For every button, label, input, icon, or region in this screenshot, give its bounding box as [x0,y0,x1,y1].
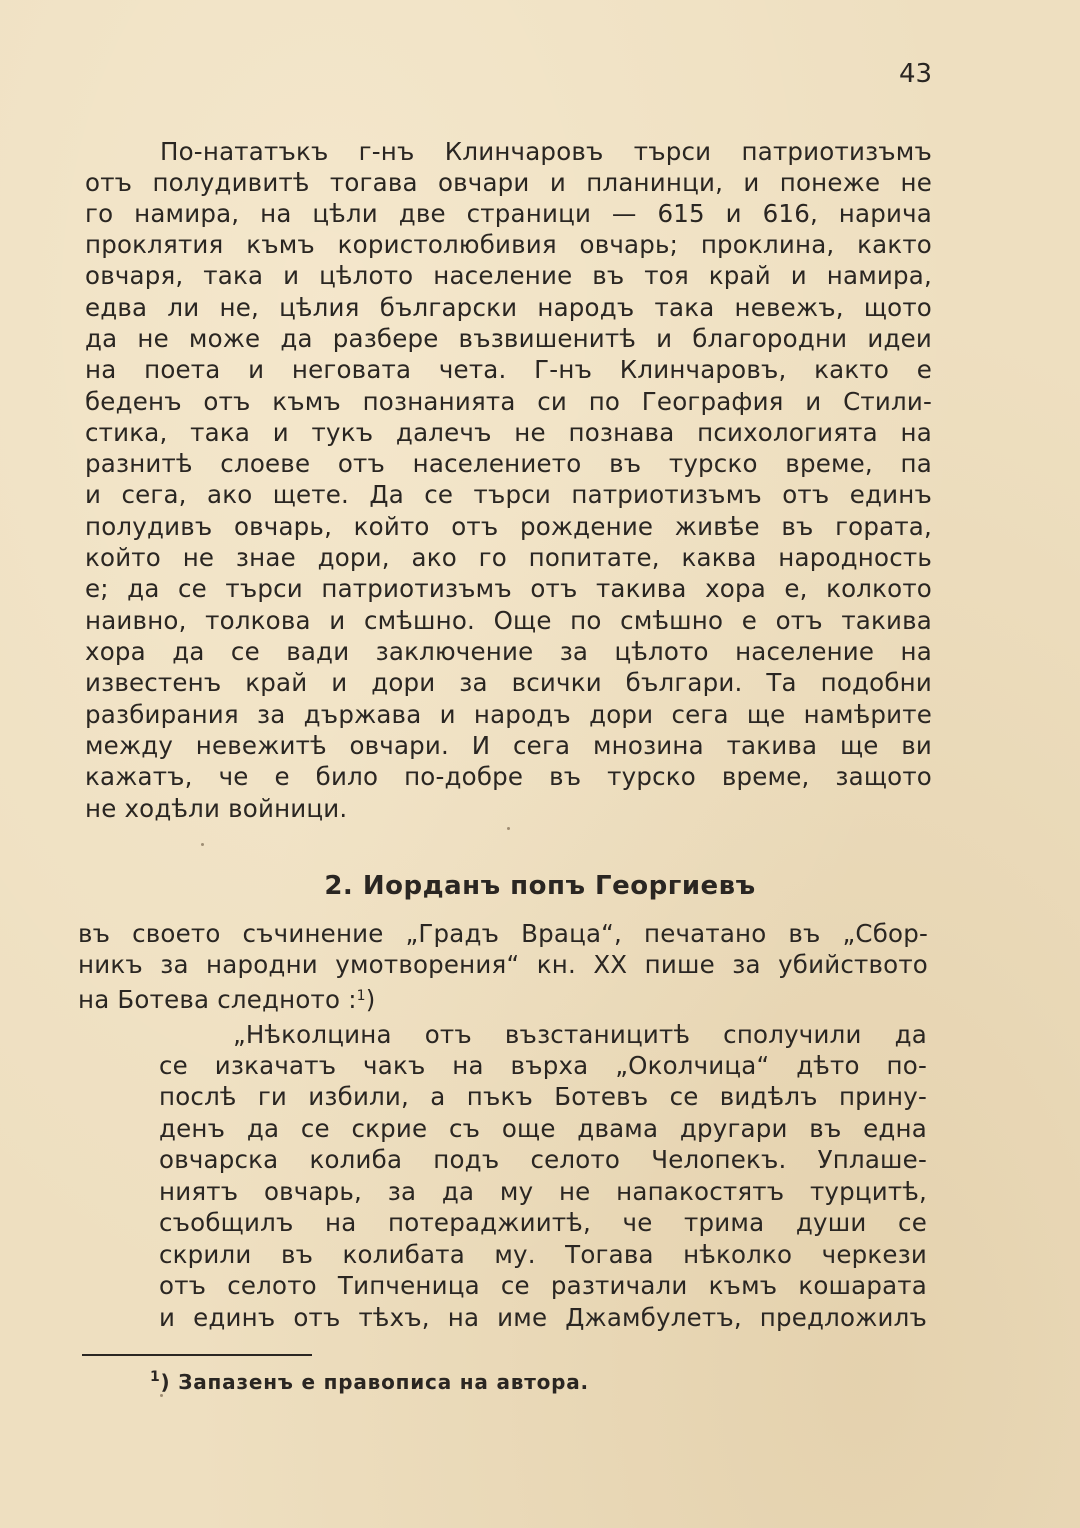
intro-line: въ своето съчинение „Градъ Враца“, печатано въ „Сбор- [78,919,928,948]
paragraph-line: едва ли не, цѣлия български народъ така невежъ, щото [85,293,932,322]
footnote-divider [82,1354,312,1356]
paragraph-line: беденъ отъ къмъ познанията си по География и Стили- [85,387,932,416]
paragraph-line: стика, така и тукъ далечъ не познава психологията на [85,418,932,447]
intro-line-text: на Ботева следното : [78,985,357,1014]
paragraph-line: не ходѣли войници. [85,794,348,823]
paragraph-line: разбирания за държава и народъ дори сега ще намѣрите [85,700,932,729]
paragraph-line: който не знае дори, ако го попитате, каква народность [85,543,932,572]
intro-line: никъ за народни умотворения“ кн. XX пише за убийството [78,950,928,979]
paragraph-line: полудивъ овчарь, който отъ рождение живѣе въ гората, [85,512,932,541]
page-number: 43 [899,59,933,89]
quote-line: послѣ ги избили, а пъкъ Ботевъ се видѣлъ прину- [159,1082,927,1111]
paragraph-line: наивно, толкова и смѣшно. Още по смѣшно е отъ такива [85,606,932,635]
paper-speck [160,1394,163,1397]
quote-line: и единъ отъ тѣхъ, на име Джамбулетъ, предложилъ [159,1303,927,1332]
section-title: 2. Иорданъ попъ Георгиевъ [324,871,756,901]
footnote-text: ) Запазенъ е правописа на автора. [160,1370,589,1394]
paragraph-line: между невежитѣ овчари. И сега мнозина такива ще ви [85,731,932,760]
quote-line: денъ да се скрие съ още двама другари въ една [159,1114,927,1143]
footnote [150,1362,589,1397]
paper-speck [507,827,510,830]
paragraph-line: на поета и неговата чета. Г-нъ Клинчаровъ, както е [85,355,932,384]
paragraph-line: разнитѣ слоеве отъ населението въ турско време, па [85,449,932,478]
paragraph-line: хора да се вади заключение за цѣлото население на [85,637,932,666]
paragraph-line: овчаря, така и цѣлото население въ тоя край и намира, [85,261,932,290]
paragraph-line: го намира, на цѣли две страници — 615 и 616, нарича [85,199,932,228]
paragraph-line: По-нататъкъ г-нъ Клинчаровъ търси патриотизъмъ [160,137,932,166]
paragraph-line: отъ полудивитѣ тогава овчари и планинци, и понеже не [85,168,932,197]
paragraph-line: и сега, ако щете. Да се търси патриотизъмъ отъ единъ [85,480,932,509]
quote-line: съобщилъ на потераджиитѣ, че трима души се [159,1208,927,1237]
paragraph-line: е; да се търси патриотизъмъ отъ такива хора е, колкото [85,574,932,603]
paper-speck [201,843,204,846]
quote-line: се изкачатъ чакъ на върха „Околчица“ дѣто по- [159,1051,927,1080]
quote-line: ниятъ овчарь, за да му не напакостятъ турцитѣ, [159,1177,927,1206]
footnote-mark: 1 [150,1369,161,1385]
intro-line-last [78,981,928,1012]
quote-line: отъ селото Типченица се разтичали къмъ кошарата [159,1271,927,1300]
quote-line: овчарска колиба подъ селото Челопекъ. Уплаше- [159,1145,927,1174]
footnote-reference: 1 [356,988,366,1004]
paragraph-line: кажатъ, че е било по-добре въ турско време, защото [85,762,932,791]
quote-line: скрили въ колибата му. Тогава нѣколко черкези [159,1240,927,1269]
quote-line: „Нѣколцина отъ възстаницитѣ сполучили да [233,1020,927,1049]
paragraph-line: известенъ край и дори за всички българи. Та подобни [85,668,932,697]
footnote-reference-paren: ) [365,985,376,1014]
paragraph-line: проклятия къмъ користолюбивия овчарь; проклина, както [85,230,932,259]
paragraph-line: да не може да разбере възвишенитѣ и благородни идеи [85,324,932,353]
